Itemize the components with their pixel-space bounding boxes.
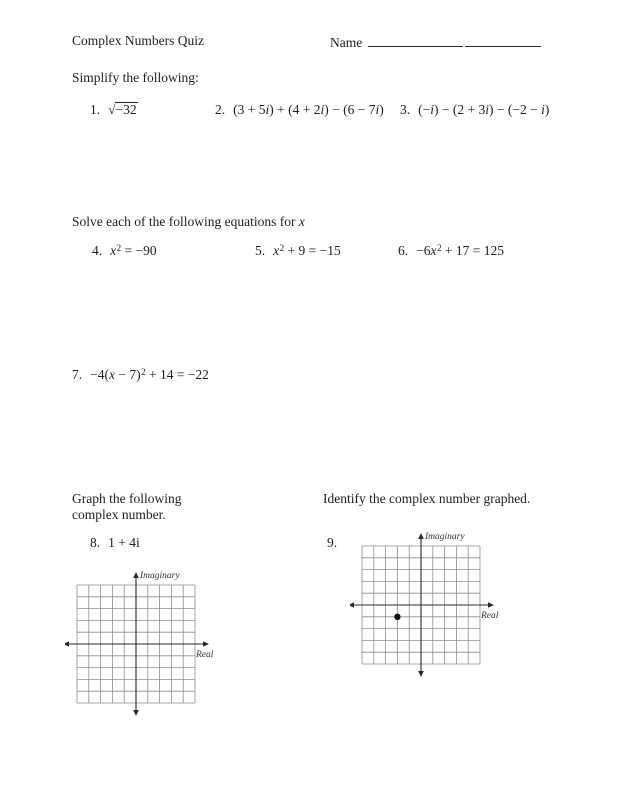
name-blank-1 <box>368 33 463 47</box>
complex-plane-svg <box>65 569 243 721</box>
math-expression <box>90 367 209 382</box>
math-part: + 9 = −15 <box>284 243 341 258</box>
problem-6 <box>398 243 504 259</box>
real-axis-label: Real <box>481 611 499 621</box>
math-part: (− <box>418 102 431 117</box>
problem-2 <box>215 102 384 118</box>
math-part: ) + (4 + 2 <box>269 102 321 117</box>
math-part: + 17 = 125 <box>441 243 504 258</box>
problem-number: 9. <box>327 535 338 550</box>
problem-3 <box>400 102 549 118</box>
math-part: = −90 <box>121 243 157 258</box>
math-part: Solve each of the following equations for <box>72 214 299 229</box>
page-title: Complex Numbers Quiz <box>72 33 204 48</box>
arrow-down-icon <box>133 710 139 716</box>
imaginary-axis-label: Imaginary <box>140 571 180 581</box>
math-part: √ <box>108 102 116 117</box>
problem-number: 1. <box>90 102 101 117</box>
math-part: ) <box>544 102 550 117</box>
math-expression <box>233 102 384 117</box>
problem-5 <box>255 243 341 259</box>
math-part: −6 <box>416 243 431 258</box>
problem-number: 5. <box>255 243 266 258</box>
problem-number: 6. <box>398 243 409 258</box>
imaginary-axis-label: Imaginary <box>425 532 465 542</box>
arrow-up-icon <box>418 533 424 539</box>
arrow-left-icon <box>350 602 354 608</box>
math-part: ) − (2 + 3 <box>434 102 486 117</box>
plotted-point <box>394 614 400 620</box>
math-expression <box>108 102 138 117</box>
math-part: ) <box>379 102 384 117</box>
math-part: x <box>430 243 437 258</box>
math-part: −4( <box>90 367 109 382</box>
problem-7 <box>72 367 209 383</box>
graph-instruction-line2: complex number. <box>72 506 166 522</box>
math-part: x <box>298 214 305 229</box>
math-part: i <box>375 102 380 117</box>
graph-instruction <box>72 491 252 522</box>
name-row <box>330 33 541 51</box>
math-part: −32 <box>115 102 137 117</box>
complex-plane-right <box>350 530 528 686</box>
math-expression <box>418 102 549 117</box>
arrow-down-icon <box>418 671 424 677</box>
math-part: 2 <box>116 242 122 253</box>
problem-4 <box>92 243 157 259</box>
arrow-right-icon <box>203 641 209 647</box>
math-part: x <box>110 243 117 258</box>
problem-8 <box>90 535 140 551</box>
math-expression <box>416 243 504 258</box>
problem-number: 4. <box>92 243 103 258</box>
math-expression <box>108 535 140 550</box>
math-part: 1 + 4i <box>108 535 140 550</box>
math-part: (3 + 5 <box>233 102 266 117</box>
math-part: − 7) <box>114 367 141 382</box>
math-part: i <box>265 102 270 117</box>
math-part: ) − (−2 − <box>488 102 542 117</box>
math-expression <box>110 243 156 258</box>
simplify-heading: Simplify the following: <box>72 70 199 85</box>
complex-plane-left <box>65 569 243 725</box>
problem-number: 8. <box>90 535 101 550</box>
identify-instruction: Identify the complex number graphed. <box>323 491 531 506</box>
math-part: i <box>541 102 545 117</box>
problem-9 <box>327 535 345 551</box>
arrow-up-icon <box>133 572 139 578</box>
real-axis-label: Real <box>196 650 214 660</box>
name-blank-2 <box>465 33 541 47</box>
graph-instruction-line1: Graph the following <box>72 491 182 506</box>
math-part: 2 <box>437 242 442 253</box>
math-expression <box>273 243 341 258</box>
solve-heading <box>72 214 305 230</box>
complex-plane-svg <box>350 530 528 682</box>
math-part: x <box>273 243 280 258</box>
arrow-right-icon <box>488 602 494 608</box>
math-part: i <box>430 102 434 117</box>
math-part: i <box>485 102 489 117</box>
math-part: ) − (6 − 7 <box>324 102 376 117</box>
problem-1 <box>90 102 138 118</box>
math-part: + 14 = −22 <box>145 367 209 382</box>
math-part: x <box>108 367 115 382</box>
math-part: 2 <box>141 366 146 377</box>
problem-number: 2. <box>215 102 226 117</box>
problem-number: 3. <box>400 102 411 117</box>
problem-number: 7. <box>72 367 83 382</box>
name-label: Name <box>330 35 363 50</box>
math-part: i <box>320 102 325 117</box>
math-part: 2 <box>279 242 285 253</box>
arrow-left-icon <box>65 641 69 647</box>
